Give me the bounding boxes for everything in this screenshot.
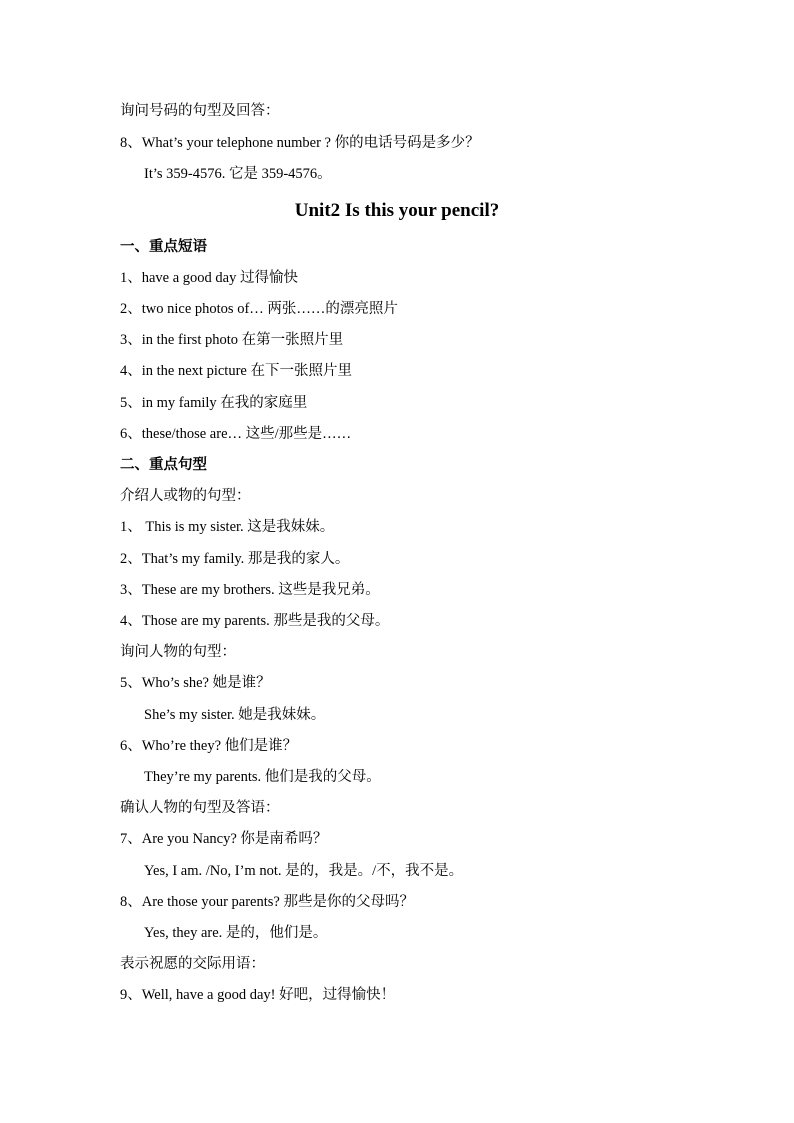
answer-item: Yes, they are. 是的，他们是。 (144, 925, 328, 941)
answer-8-telephone: It’s 359-4576. 它是 359-4576。 (144, 166, 332, 182)
sentence-item: 2、That’s my family. 那是我的家人。 (120, 551, 350, 567)
phrase-item: 4、in the next picture 在下一张照片里 (120, 363, 352, 379)
sentence-item: 9、Well, have a good day! 好吧，过得愉快！ (120, 987, 396, 1003)
sentence-item: 4、Those are my parents. 那些是我的父母。 (120, 613, 390, 629)
subheading-confirm-person: 确认人物的句型及答语： (120, 800, 280, 816)
subheading-wishes: 表示祝愿的交际用语： (120, 956, 265, 972)
subheading-number-question: 询问号码的句型及回答： (120, 103, 280, 119)
sentence-item: 5、Who’s she? 她是谁？ (120, 675, 271, 691)
section-heading-phrases: 一、重点短语 (120, 239, 207, 255)
sentence-item: 6、Who’re they? 他们是谁？ (120, 738, 298, 754)
phrase-item: 3、in the first photo 在第一张照片里 (120, 332, 344, 348)
section-heading-sentences: 二、重点句型 (120, 457, 207, 473)
answer-item: They’re my parents. 他们是我的父母。 (144, 769, 381, 785)
phrase-item: 5、in my family 在我的家庭里 (120, 395, 308, 411)
sentence-item: 1、 This is my sister. 这是我妹妹。 (120, 519, 335, 535)
phrase-item: 1、have a good day 过得愉快 (120, 270, 298, 286)
sentence-item: 7、Are you Nancy? 你是南希吗？ (120, 831, 328, 847)
phrase-item: 6、these/those are… 这些/那些是…… (120, 426, 352, 442)
sentence-item: 3、These are my brothers. 这些是我兄弟。 (120, 582, 380, 598)
answer-item: She’s my sister. 她是我妹妹。 (144, 707, 326, 723)
unit-title: Unit2 Is this your pencil? (294, 200, 500, 221)
subheading-introduce: 介绍人或物的句型： (120, 488, 251, 504)
subheading-ask-person: 询问人物的句型： (120, 644, 236, 660)
answer-item: Yes, I am. /No, I’m not. 是的，我是。/不，我不是。 (144, 863, 464, 879)
sentence-item: 8、Are those your parents? 那些是你的父母吗？ (120, 894, 414, 910)
phrase-item: 2、two nice photos of… 两张……的漂亮照片 (120, 301, 398, 317)
sentence-8-telephone: 8、What’s your telephone number ? 你的电话号码是多少？ (120, 135, 480, 151)
